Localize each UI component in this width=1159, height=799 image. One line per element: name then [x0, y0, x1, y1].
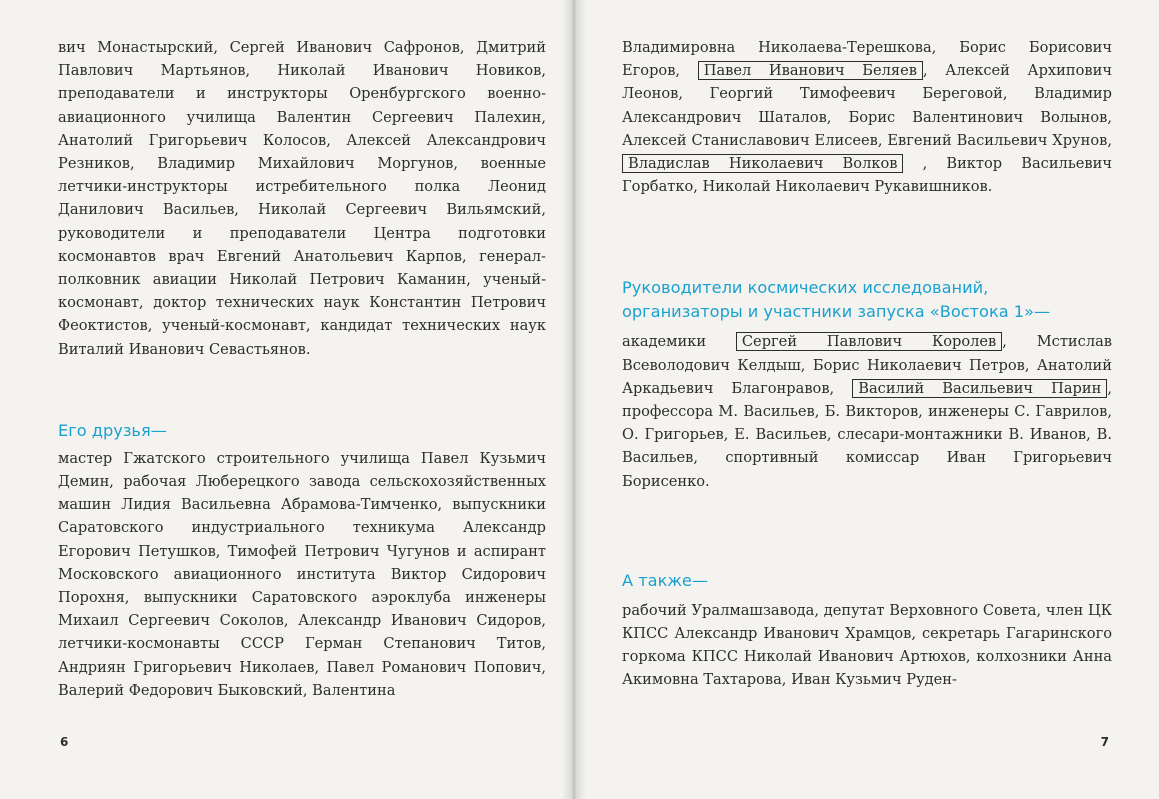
- text-segment: Владимировна Николаева-Терешкова, Борис Борисович Егоров,: [622, 39, 1112, 80]
- boxed-name-korolev: Сергей Павлович Королев: [736, 332, 1002, 351]
- paragraph-cosmonauts: [622, 36, 1112, 198]
- paragraph-friends: мастер Гжатского строительного училища Павел Кузьмич Демин, рабочая Люберецкого завода сельскохозяйственных машин Лидия Васильевна Абрамова-Тимченко, выпускники Саратовского индустриального техникума Александр Егорович Петушков, Тимофей Петрович Чугунов и аспирант Московского авиационного института Виктор Сидорович Порохня, выпускники Саратовского аэроклуба инженеры Михаил Сергеевич Соколов, Александр Иванович Сидоров, летчики-космонавты СССР Герман Степанович Титов, Андриян Григорьевич Николаев, Павел Романович Попович, Валерий Федорович Быковский, Валентина: [58, 449, 546, 699]
- heading-friends: Его друзья—: [58, 420, 167, 440]
- paragraph-leaders: [622, 330, 1112, 492]
- text-segment: академики: [622, 333, 707, 351]
- paragraph-instructors: вич Монастырский, Сергей Иванович Сафронов, Дмитрий Павлович Мартьянов, Николай Иванович Новиков, преподаватели и инструкторы Оренбургского военно-авиационного училища Валентин Сергеевич Палехин, Анатолий Григорьевич Колосов, Алексей Александрович Резников, Владимир Михайлович Моргунов, военные летчики-инструкторы истребительного полка Леонид Данилович Васильев, Николай Сергеевич Вильямский, руководители и преподаватели Центра подготовки космонавтов врач Евгений Анатольевич Карпов, генерал-полковник авиации Николай Петрович Каманин, ученый-космонавт, доктор технических наук Константин Петрович Феоктистов, ученый-космонавт, кандидат технических наук Виталий Иванович Севастьянов.: [58, 39, 546, 358]
- heading-leaders: Руководители космических исследований, организаторы и участники запуска «Востока 1»—: [622, 278, 1051, 322]
- left-page: [0, 0, 574, 799]
- text-segment: , Алексей Архипович Леонов, Георгий Тимофеевич Береговой, Владимир Александрович Шаталов, Борис Валентинович Волынов, Алексей Станиславович Елисеев, Евгений Васильевич Хрунов,: [622, 62, 1112, 149]
- boxed-name-parin: Василий Васильевич Парин: [852, 379, 1107, 398]
- paragraph-also: рабочий Уралмашзавода, депутат Верховного Совета, член ЦК КПСС Александр Иванович Храмцов, секретарь Гагаринского горкома КПСС Николай Иванович Артюхов, колхозники Анна Акимовна Тахтарова, Иван Кузьмич Руден-: [622, 601, 1112, 689]
- text-segment: , Виктор Васильевич Горбатко, Николай Николаевич Рукавишников.: [622, 155, 1113, 196]
- right-page: [574, 0, 1159, 799]
- page-number-right: 7: [1100, 735, 1109, 749]
- right-text-column: [622, 36, 1112, 692]
- heading-also: А также—: [622, 570, 709, 590]
- boxed-name-belyaev: Павел Иванович Беляев: [698, 61, 923, 80]
- boxed-name-volkov: Владислав Николаевич Волков: [622, 154, 903, 173]
- left-text-column: [58, 36, 546, 702]
- text-segment: , Мстислав Всеволодович Келдыш, Борис Николаевич Петров, Анатолий Аркадьевич Благонравов,: [622, 333, 1113, 397]
- page-number-left: 6: [60, 735, 69, 749]
- text-segment: , профессора М. Васильев, Б. Викторов, инженеры С. Гаврилов, О. Григорьев, Е. Васильев, слесари-монтажники В. Иванов, В. Васильев, спортивный комиссар Иван Григорьевич Борисенко.: [622, 379, 1112, 490]
